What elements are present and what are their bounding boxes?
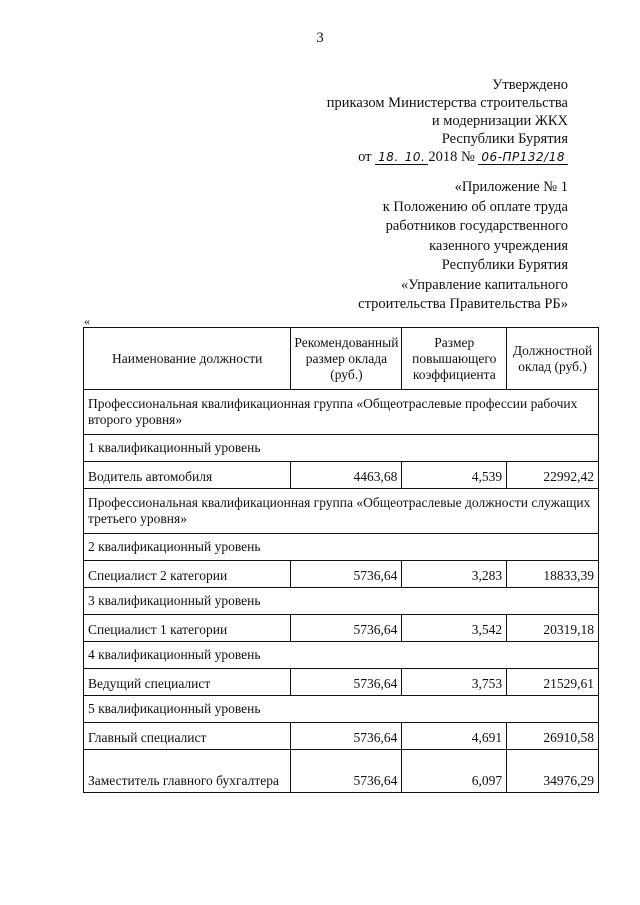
qualification-level-title: 5 квалификационный уровень [84,696,599,723]
appendix-line-7: строительства Правительства РБ» [358,296,568,312]
position-name: Ведущий специалист [84,669,291,696]
table-row [84,615,599,642]
appendix-line-1: «Приложение № 1 [454,179,568,195]
qualification-level-row [84,435,599,462]
appendix-line-5: Республики Бурятия [441,257,568,273]
official-salary: 20319,18 [507,615,599,642]
qualification-group-title: Профессиональная квалификационная группа «Общеотраслевые должности служащих третьего уровня» [84,489,599,534]
coefficient: 6,097 [402,750,507,793]
recommended-salary: 5736,64 [291,669,402,696]
approval-line-2: приказом Министерства строительства [326,95,568,111]
approval-line-1: Утверждено [492,77,568,93]
page-number: 3 [316,30,324,46]
appendix-line-2: к Положению об оплате труда [382,198,568,215]
official-salary: 18833,39 [507,561,599,588]
qualification-group-title: Профессиональная квалификационная группа «Общеотраслевые профессии рабочих второго уровня» [84,390,599,435]
official-salary: 26910,58 [507,723,599,750]
official-salary: 22992,42 [507,462,599,489]
coefficient: 3,542 [402,615,507,642]
header-recommended-salary: Рекомендованный размер оклада (руб.) [291,328,402,390]
approval-date-line [327,148,568,166]
qualification-level-title: 3 квалификационный уровень [84,588,599,615]
qualification-group-row [84,489,599,534]
coefficient: 3,283 [402,561,507,588]
number-sign: № [460,149,475,165]
table-row [84,561,599,588]
header-official-salary: Должностной оклад (руб.) [507,328,599,390]
qualification-level-row [84,588,599,615]
table-row [84,723,599,750]
recommended-salary: 5736,64 [291,750,402,793]
official-salary: 34976,29 [507,750,599,793]
coefficient: 4,539 [402,462,507,489]
recommended-salary: 5736,64 [291,615,402,642]
qualification-group-row [84,390,599,435]
header-position-name: Наименование должности [84,328,291,390]
date-month: 10. [402,150,429,165]
approval-line-4: Республики Бурятия [441,131,568,147]
recommended-salary: 4463,68 [291,462,402,489]
coefficient: 4,691 [402,723,507,750]
table-row [84,669,599,696]
qualification-level-row [84,642,599,669]
qualification-level-row [84,696,599,723]
date-day: 18. [375,150,402,165]
date-year: 2018 [428,149,458,165]
salary-table [83,327,599,793]
position-name: Главный специалист [84,723,291,750]
table-header-row [84,328,599,390]
recommended-salary: 5736,64 [291,723,402,750]
date-prefix: от [358,149,372,165]
qualification-level-row [84,534,599,561]
position-name: Водитель автомобиля [84,462,291,489]
table-row [84,750,599,793]
approval-line-3: и модернизации ЖКХ [431,113,568,129]
table-body [84,390,599,793]
table-open-quote: « [84,314,90,328]
table-row [84,462,599,489]
appendix-line-6: «Управление капитального [401,276,568,293]
recommended-salary: 5736,64 [291,561,402,588]
appendix-line-3: работников государственного [385,218,568,234]
position-name: Специалист 1 категории [84,615,291,642]
appendix-line-4: казенного учреждения [429,237,568,254]
qualification-level-title: 2 квалификационный уровень [84,534,599,561]
official-salary: 21529,61 [507,669,599,696]
order-number: 06-ПР132/18 [478,150,568,165]
coefficient: 3,753 [402,669,507,696]
appendix-header [358,178,568,315]
qualification-level-title: 1 квалификационный уровень [84,435,599,462]
qualification-level-title: 4 квалификационный уровень [84,642,599,669]
approval-stamp [327,76,568,166]
position-name: Специалист 2 категории [84,561,291,588]
header-coefficient: Размер повышающего коэффициента [402,328,507,390]
position-name: Заместитель главного бухгалтера [84,750,291,793]
